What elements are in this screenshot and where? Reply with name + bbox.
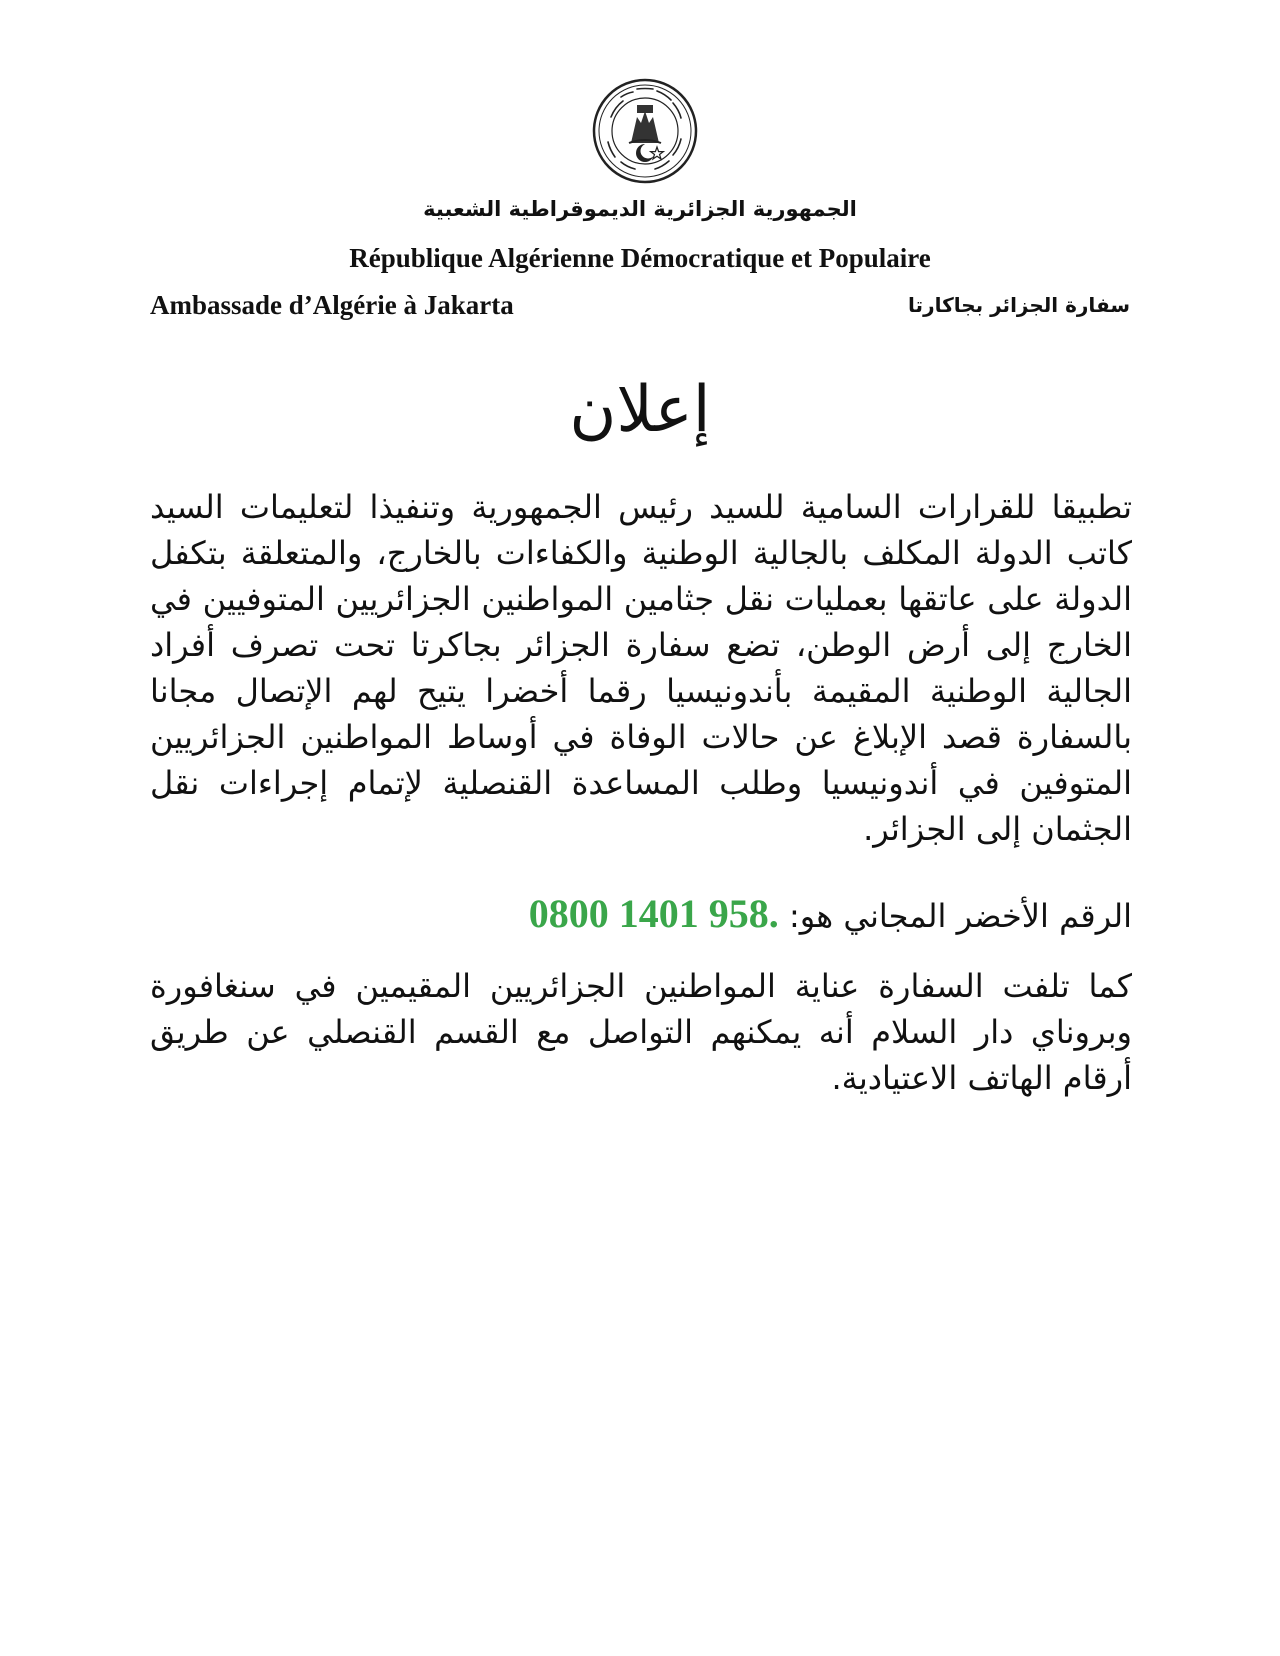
french-republic-name: République Algérienne Démocratique et Populaire bbox=[349, 243, 931, 273]
embassy-name-arabic: سفارة الجزائر بجاكارتا bbox=[908, 293, 1130, 317]
embassy-row bbox=[150, 287, 1130, 323]
announcement-paragraph-2: كما تلفت السفارة عناية المواطنين الجزائريين المقيمين في سنغافورة وبروناي دار السلام أنه يمكنهم التواصل مع القسم القنصلي عن طريق أرقام الهاتف الاعتيادية. bbox=[150, 967, 1132, 1097]
announcement-title: إعلان bbox=[569, 373, 711, 447]
announcement-paragraph-1: تطبيقا للقرارات السامية للسيد رئيس الجمهورية وتنفيذا لتعليمات السيد كاتب الدولة المكلف بالجالية الوطنية والكفاءات بالخارج، والمتعلقة بتكفل الدولة على عاتقها بعمليات نقل جثامين المواطنين الجزائريين المتوفيين في الخارج إلى أرض الوطن، تضع سفارة الجزائر بجاكرتا تحت تصرف أفراد الجالية الوطنية المقيمة بأندونيسيا رقما أخضرا يتيح لهم الإتصال مجانا بالسفارة قصد الإبلاغ عن حالات الوفاة في أوساط المواطنين الجزائريين المتوفين في أندونيسيا وطلب المساعدة القنصلية لإتمام إجراءات نقل الجثمان إلى الجزائر. bbox=[150, 488, 1132, 848]
phone-number bbox=[529, 891, 779, 936]
phone-label: الرقم الأخضر المجاني هو: bbox=[788, 897, 1132, 935]
phone-number-digits: 0800 1401 958 bbox=[528, 891, 769, 936]
algeria-state-seal-icon bbox=[591, 77, 699, 185]
embassy-name-french: Ambassade d’Algérie à Jakarta bbox=[150, 290, 514, 320]
phone-line bbox=[150, 890, 1132, 940]
arabic-republic-name: الجمهورية الجزائرية الديموقراطية الشعبية bbox=[423, 197, 857, 221]
phone-number-suffix: . bbox=[768, 891, 779, 936]
